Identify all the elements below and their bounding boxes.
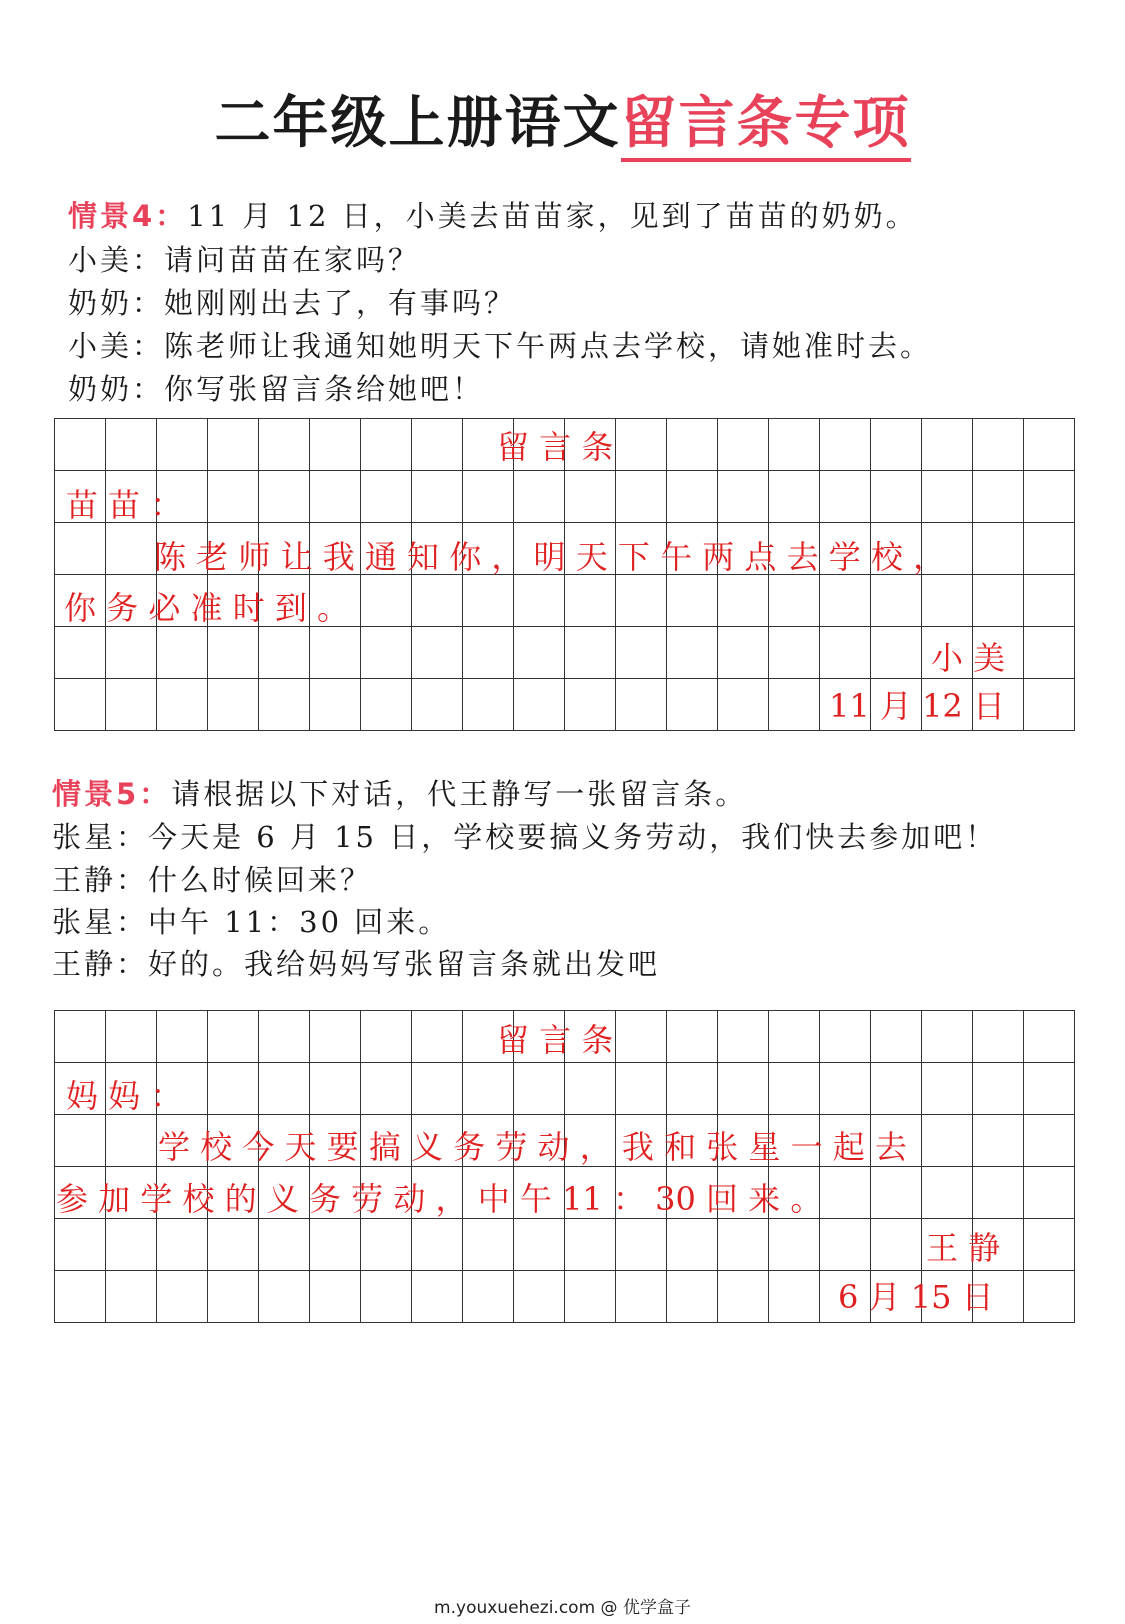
grid-cell (259, 1271, 310, 1323)
grid-cell (667, 679, 718, 731)
grid-cell (1024, 1271, 1075, 1323)
grid-cell (1024, 1011, 1075, 1063)
grid-cell (667, 471, 718, 523)
grid-cell (106, 419, 157, 471)
note1-salutation: 苗 苗 ： (66, 486, 183, 524)
grid-cell (565, 679, 616, 731)
grid-cell (667, 627, 718, 679)
grid-cell (514, 1063, 565, 1115)
scenario4-intro (68, 194, 918, 238)
grid-cell (55, 627, 106, 679)
grid-cell (616, 575, 667, 627)
grid-cell (616, 1011, 667, 1063)
grid-cell (973, 575, 1024, 627)
grid-cell (106, 523, 157, 575)
scenario4-line: 奶奶：她刚刚出去了，有事吗？ (68, 286, 517, 320)
grid-cell (820, 575, 871, 627)
grid-row (55, 471, 1075, 523)
scenario5-line: 张星：今天是 6 月 15 日，学校要搞义务劳动，我们快去参加吧！ (52, 820, 998, 854)
title-black: 二年级上册语文 (214, 91, 621, 156)
grid-cell (616, 1219, 667, 1271)
grid-cell (55, 523, 106, 575)
grid-cell (106, 1011, 157, 1063)
grid-cell (820, 419, 871, 471)
grid-cell (157, 679, 208, 731)
grid-cell (565, 575, 616, 627)
grid-cell (259, 1011, 310, 1063)
grid-cell (769, 471, 820, 523)
grid-cell (871, 575, 922, 627)
note1-body-line2: 你 务 必 准 时 到 。 (64, 589, 350, 627)
grid-cell (106, 1115, 157, 1167)
grid-cell (157, 1219, 208, 1271)
grid-cell (208, 1271, 259, 1323)
grid-cell (718, 1011, 769, 1063)
scenario4-line: 小美：陈老师让我通知她明天下午两点去学校，请她准时去。 (68, 329, 933, 363)
grid-cell (820, 627, 871, 679)
grid-cell (463, 471, 514, 523)
grid-cell (922, 419, 973, 471)
scenario4-line: 小美：请问苗苗在家吗？ (68, 243, 421, 277)
grid-cell (208, 1011, 259, 1063)
grid-cell (871, 1219, 922, 1271)
grid-cell (412, 419, 463, 471)
grid-cell (259, 1219, 310, 1271)
grid-cell (412, 471, 463, 523)
grid-cell (871, 1011, 922, 1063)
grid-cell (973, 523, 1024, 575)
grid-cell (973, 1115, 1024, 1167)
grid-cell (55, 1115, 106, 1167)
grid-cell (565, 471, 616, 523)
grid-cell (259, 471, 310, 523)
grid-cell (667, 1271, 718, 1323)
grid-cell (769, 679, 820, 731)
grid-cell (157, 627, 208, 679)
grid-cell (1024, 679, 1075, 731)
grid-cell (1024, 627, 1075, 679)
grid-cell (310, 1011, 361, 1063)
grid-cell (1024, 1167, 1075, 1219)
grid-cell (208, 627, 259, 679)
grid-cell (973, 1167, 1024, 1219)
page-title (0, 88, 1125, 160)
grid-cell (769, 1219, 820, 1271)
note2-signature: 王 静 (926, 1229, 1001, 1267)
grid-cell (565, 1063, 616, 1115)
grid-cell (310, 1219, 361, 1271)
grid-cell (361, 1011, 412, 1063)
scenario4-label: 情景4： (68, 199, 188, 233)
grid-cell (718, 471, 769, 523)
grid-cell (820, 1063, 871, 1115)
grid-cell (871, 471, 922, 523)
grid-cell (922, 1063, 973, 1115)
grid-cell (310, 1063, 361, 1115)
grid-cell (922, 575, 973, 627)
grid-cell (208, 1219, 259, 1271)
grid-cell (1024, 523, 1075, 575)
grid-cell (106, 1271, 157, 1323)
grid-cell (412, 575, 463, 627)
footer-watermark: m.youxuehezi.com @ 优学盒子 (434, 1598, 691, 1618)
note2-date: 6 月 15 日 (838, 1278, 994, 1316)
grid-cell (973, 1011, 1024, 1063)
grid-cell (871, 1063, 922, 1115)
grid-cell (1024, 419, 1075, 471)
scenario5-label: 情景5： (52, 777, 172, 811)
grid-cell (310, 419, 361, 471)
grid-cell (361, 419, 412, 471)
grid-cell (463, 575, 514, 627)
grid-cell (310, 471, 361, 523)
grid-cell (973, 471, 1024, 523)
grid-cell (55, 1271, 106, 1323)
grid-cell (922, 1115, 973, 1167)
scenario5-intro (52, 772, 747, 816)
grid-cell (514, 1219, 565, 1271)
scenario5-line: 张星：中午 11：30 回来。 (52, 905, 451, 939)
grid-cell (208, 471, 259, 523)
grid-cell (616, 1063, 667, 1115)
note1-heading: 留 言 条 (497, 428, 614, 466)
grid-cell (157, 1271, 208, 1323)
grid-cell (412, 1271, 463, 1323)
grid-cell (412, 1011, 463, 1063)
grid-cell (514, 471, 565, 523)
grid-cell (667, 419, 718, 471)
grid-cell (259, 1063, 310, 1115)
grid-cell (922, 1167, 973, 1219)
grid-cell (667, 575, 718, 627)
scenario5-intro-text: 请根据以下对话，代王静写一张留言条。 (171, 777, 748, 811)
grid-cell (871, 627, 922, 679)
grid-cell (820, 1011, 871, 1063)
grid-cell (718, 419, 769, 471)
grid-cell (616, 679, 667, 731)
grid-cell (361, 1063, 412, 1115)
grid-cell (769, 1063, 820, 1115)
grid-cell (616, 471, 667, 523)
grid-cell (1024, 1115, 1075, 1167)
grid-cell (718, 1063, 769, 1115)
grid-cell (820, 1219, 871, 1271)
grid-cell (667, 1063, 718, 1115)
grid-cell (106, 627, 157, 679)
grid-cell (769, 1011, 820, 1063)
note1-body-line1: 陈 老 师 让 我 通 知 你 ， 明 天 下 午 两 点 去 学 校 ， (154, 538, 946, 576)
grid-cell (514, 575, 565, 627)
grid-cell (820, 1167, 871, 1219)
grid-cell (55, 419, 106, 471)
note1-date: 11 月 12 日 (829, 687, 1005, 725)
note2-body-line1: 学 校 今 天 要 搞 义 务 劳 动 ， 我 和 张 星 一 起 去 (158, 1128, 907, 1166)
grid-cell (157, 419, 208, 471)
grid-cell (310, 627, 361, 679)
note2-heading: 留 言 条 (497, 1021, 614, 1059)
grid-cell (412, 1063, 463, 1115)
grid-cell (565, 1271, 616, 1323)
grid-row (55, 627, 1075, 679)
grid-cell (871, 1167, 922, 1219)
grid-cell (514, 1271, 565, 1323)
grid-cell (718, 1271, 769, 1323)
scenario4-line: 奶奶：你写张留言条给她吧！ (68, 372, 485, 406)
grid-cell (259, 627, 310, 679)
grid-cell (463, 1271, 514, 1323)
grid-cell (463, 627, 514, 679)
grid-cell (208, 419, 259, 471)
grid-cell (1024, 575, 1075, 627)
grid-cell (310, 1271, 361, 1323)
grid-cell (769, 575, 820, 627)
grid-cell (667, 1219, 718, 1271)
grid-cell (55, 1011, 106, 1063)
grid-cell (157, 1011, 208, 1063)
note2-salutation: 妈 妈 ： (66, 1077, 183, 1115)
grid-cell (769, 627, 820, 679)
grid-cell (310, 679, 361, 731)
grid-cell (565, 627, 616, 679)
grid-cell (718, 575, 769, 627)
grid-cell (1024, 1063, 1075, 1115)
grid-cell (1024, 1219, 1075, 1271)
grid-cell (208, 679, 259, 731)
grid-cell (259, 679, 310, 731)
grid-cell (871, 419, 922, 471)
grid-cell (769, 1271, 820, 1323)
note1-signature: 小 美 (931, 639, 1006, 677)
grid-cell (514, 627, 565, 679)
grid-cell (973, 419, 1024, 471)
grid-cell (106, 679, 157, 731)
grid-cell (55, 1219, 106, 1271)
grid-cell (718, 627, 769, 679)
grid-cell (616, 627, 667, 679)
grid-cell (922, 471, 973, 523)
grid-cell (616, 419, 667, 471)
grid-cell (412, 627, 463, 679)
scenario5-line: 王静：什么时候回来？ (52, 863, 373, 897)
scenario4-intro-text: 11 月 12 日，小美去苗苗家，见到了苗苗的奶奶。 (187, 199, 918, 233)
grid-cell (463, 1063, 514, 1115)
grid-cell (361, 575, 412, 627)
grid-cell (616, 1271, 667, 1323)
note2-body-line2: 参 加 学 校 的 义 务 劳 动 ， 中 午 11 ： 30 回 来 。 (56, 1180, 823, 1218)
grid-row (55, 1063, 1075, 1115)
grid-cell (361, 471, 412, 523)
grid-cell (463, 679, 514, 731)
grid-cell (973, 1063, 1024, 1115)
grid-cell (820, 471, 871, 523)
grid-cell (922, 1011, 973, 1063)
grid-cell (55, 679, 106, 731)
title-red: 留言条专项 (621, 91, 911, 162)
grid-cell (718, 679, 769, 731)
grid-cell (667, 1011, 718, 1063)
grid-cell (361, 1219, 412, 1271)
grid-cell (106, 1219, 157, 1271)
scenario5-line: 王静：好的。我给妈妈写张留言条就出发吧 (52, 947, 661, 981)
grid-cell (412, 1219, 463, 1271)
grid-cell (565, 1219, 616, 1271)
grid-cell (361, 1271, 412, 1323)
grid-cell (769, 419, 820, 471)
grid-cell (361, 627, 412, 679)
grid-cell (1024, 471, 1075, 523)
grid-cell (718, 1219, 769, 1271)
grid-row (55, 1219, 1075, 1271)
grid-cell (208, 1063, 259, 1115)
grid-cell (514, 679, 565, 731)
grid-cell (412, 679, 463, 731)
grid-cell (361, 679, 412, 731)
grid-cell (259, 419, 310, 471)
grid-cell (463, 1219, 514, 1271)
